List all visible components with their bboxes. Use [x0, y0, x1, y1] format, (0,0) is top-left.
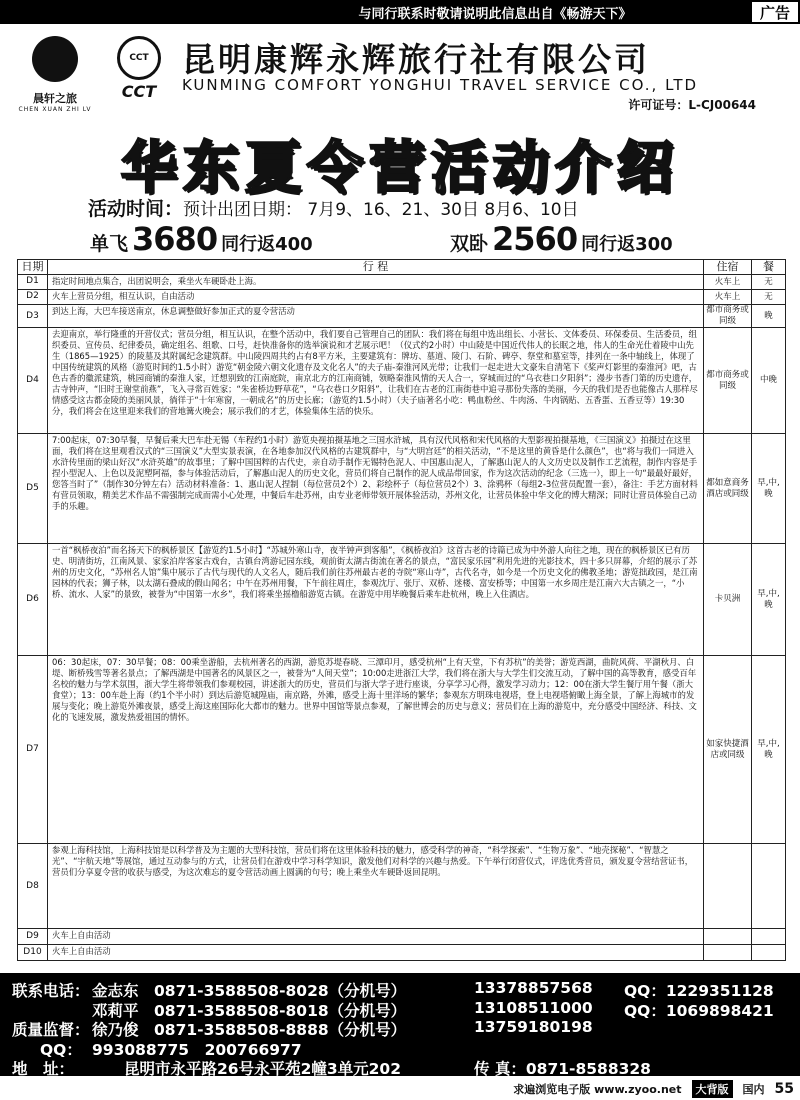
stay-cell	[704, 929, 752, 945]
stay-cell: 如家快捷酒店或同级	[704, 656, 752, 844]
single-price: 3680	[132, 220, 218, 258]
company-name-cn: 昆明康辉永辉旅行社有限公司	[182, 40, 650, 79]
fax-text: 传 真：0871-8588328	[474, 1060, 651, 1078]
edition-badge: 大背版	[692, 1080, 733, 1098]
contact-qq-2: QQ：1069898421	[624, 1001, 774, 1020]
price-row	[90, 220, 790, 256]
day-cell: D6	[18, 544, 48, 656]
contact-tel-2: 0871-3588508-8018（分机号）	[154, 1001, 407, 1020]
day-cell: D1	[18, 275, 48, 290]
contact-name-2: 邓莉平	[92, 1001, 139, 1020]
meal-cell: 无	[752, 275, 786, 290]
logo-caption-en: CHEN XUAN ZHI LV	[18, 106, 92, 113]
traveler-logo-icon	[32, 36, 78, 82]
meal-cell: 早,中,晚	[752, 656, 786, 844]
day-cell: D7	[18, 656, 48, 844]
itinerary-cell: 火车上自由活动	[48, 929, 704, 945]
day-cell: D3	[18, 305, 48, 328]
chenxuan-logo	[18, 32, 92, 116]
meal-cell	[752, 945, 786, 961]
contact-footer	[0, 973, 800, 1076]
itinerary-cell: 火车上营员分组，相互认识，自由活动	[48, 290, 704, 305]
contact-mobile-2: 13108511000	[474, 998, 593, 1017]
contact-mobile-1: 13378857568	[474, 979, 593, 997]
page-title: 华东夏令营活动介绍	[121, 135, 679, 201]
contact-mobile-3: 13759180198	[474, 1018, 593, 1036]
double-price: 2560	[492, 220, 578, 258]
table-row	[18, 929, 786, 945]
contact-tel-3: 0871-3588508-8888（分机号）	[154, 1021, 407, 1039]
itinerary-cell: 指定时间地点集合，出团说明会，乘坐火车硬卧赴上海。	[48, 275, 704, 290]
table-row	[18, 656, 786, 844]
table-row	[18, 434, 786, 544]
stay-cell: 火车上	[704, 290, 752, 305]
itinerary-cell: 去迎南京，举行隆重的开营仪式；营员分组，相互认识，在整个活动中，我们要自己管理自己的团队：我们将在每组中选出组长、小营长、文体委员、环保委员、生活委员，组织委员、宣传员、纪律委员，确定组名、组歌、口号，赶快准备你的选举演说和才艺展示吧！（仪式约2小时）中山陵是中国近代伟人的长眠之地，伟人的生命光仕着陵中山先生（1865—1925）的陵墓及其附属纪念建筑群。中山陵四周共约占有8平方米，主要建筑有：牌坊、墓道、陵门、石阶、碑亭、祭堂和墓室等，排列在一条中轴线上，体现了中国传统建筑的风格（游览时间约1.5小时）游览“朝金陵六朝文化遗存及文化名人”的夫子庙-秦淮河风光带；让我们一起走进大文豪朱自清笔下《桨声灯影里的秦淮河》吧，古色古香的徽派建筑，桃园商铺的秦淮人家，迁想别致的江南庭院，南京北方的江南商铺，领略秦淮风情的天人合一，穿城而过的“乌衣巷口夕阳斜”；漫步书香门第的历史遗存，古寺钟声，“旧时王谢堂前燕”，飞入寻常百姓家；“朱雀桥边野草花”，“乌衣巷口夕阳斜”，让我们在古老的江南街巷中追寻那份失落的美丽，今天的我们是否也能像古人那样尽情感受这古都金陵的美丽风景，徜徉于“十年寒窗，一朝成名”的历史长廊；（游览约1.5小时）（夫子庙著名小吃：鸭血粉丝、牛肉汤、牛肉锅贴、五香蛋、五香豆等）19:30分，我们将会在这里迎来我们的营地篝火晚会；展示我们的才艺，体验集体生活的快乐。	[48, 328, 704, 434]
double-sleeper-price	[450, 220, 673, 258]
day-cell: D8	[18, 844, 48, 929]
day-cell: D10	[18, 945, 48, 961]
address-label: 地 址：	[12, 1060, 75, 1078]
itinerary-cell: 06：30起床，07：30早餐；08：00乘坐游船，去杭州著名的西湖，游览苏堤春晓、三潭印月，感受杭州“上有天堂，下有苏杭”的美誉；游览西湖，曲院风荷、平湖秋月、白堤、断桥残雪等著名景点；了解西湖是中国著名的风景区之一，被誉为“人间天堂”；10:00走进浙江大学，我们将在浙大与大学生们交流互动，了解中国的高等教育，感受百年名校的魅力与学术氛围，浙大学生将带领我们参观校园，讲述浙大的历史，营员们与浙大学子进行座谈，分享学习心得，激发学习动力；12：00在浙大学生餐厅用午餐（浙大食堂）；13：00车赴上海（约1个半小时）到达后游览城隍庙，南京路，外滩，感受上海十里洋场的繁华；参观东方明珠电视塔，登上电视塔俯瞰上海全景，了解上海城市的发展与变化；晚上游览外滩夜景，感受上海这座国际化大都市的魅力。世界中国馆等景点参观，了解世博会的历史与意义；营员们在上海的游览中，充分感受中国经济、科技、文化的飞速发展，激发热爱祖国的情怀。	[48, 656, 704, 844]
qq-label: QQ：	[40, 1040, 82, 1059]
meal-cell	[752, 844, 786, 929]
meal-cell: 晚	[752, 305, 786, 328]
contact-name-1: 金志东	[92, 982, 139, 1000]
header-stay: 住宿	[704, 260, 752, 275]
contact-tel-1: 0871-3588508-8028（分机号）	[154, 982, 407, 1000]
single-rebate: 同行返400	[221, 234, 313, 255]
ad-label: 广告	[750, 0, 800, 24]
double-label: 双卧	[450, 233, 489, 255]
qq-numbers: 993088775 200766977	[92, 1040, 302, 1059]
schedule-label: 活动时间：	[88, 198, 184, 220]
meal-cell	[752, 929, 786, 945]
itinerary-cell: 火车上自由活动	[48, 945, 704, 961]
contact-qq-1: QQ：1229351128	[624, 982, 774, 1000]
top-notice-bar	[0, 0, 800, 24]
header-day: 日期	[18, 260, 48, 275]
stay-cell	[704, 844, 752, 929]
stay-cell: 火车上	[704, 275, 752, 290]
meal-cell: 早,中,晚	[752, 434, 786, 544]
contact-row-4	[12, 1038, 800, 1058]
table-row	[18, 305, 786, 328]
stay-cell: 都市商务或同级	[704, 328, 752, 434]
single-flight-price	[90, 220, 313, 258]
itinerary-table	[17, 259, 786, 961]
meal-cell: 无	[752, 290, 786, 305]
itinerary-cell: 参观上海科技馆，上海科技馆是以科学普及为主题的大型科技馆，营员们将在这里体验科技的魅力，感受科学的神奇，“科学探索”、“生物万象”、“地壳探秘”、“智慧之光”、“宇航天地”等展馆，通过互动参与的方式，让营员们在游戏中学习科学知识，激发他们对科学的兴趣与热爱。下午举行闭营仪式，评选优秀营员，颁发夏令营结营证书，营员们分享夏令营的收获与感受，为这次难忘的夏令营活动画上圆满的句号；晚上乘坐火车硬卧返回昆明。	[48, 844, 704, 929]
table-row	[18, 844, 786, 929]
company-header	[0, 26, 800, 120]
section-label: 国内	[742, 1083, 765, 1096]
contact-row-2	[12, 999, 800, 1019]
cct-text: CCT	[121, 82, 157, 101]
company-name-en: KUNMING COMFORT YONGHUI TRAVEL SERVICE CO., LTD	[182, 76, 699, 94]
table-header-row	[18, 260, 786, 275]
contact-row-1	[12, 979, 800, 999]
table-row	[18, 945, 786, 961]
address-text: 昆明市永平路26号永平苑2幢3单元202	[124, 1060, 401, 1078]
site-link[interactable]: 求遍浏览电子版 www.zyoo.net	[513, 1083, 682, 1096]
itinerary-cell: 到达上海，大巴车接送南京，休息调整做好参加正式的夏令营活动	[48, 305, 704, 328]
day-cell: D9	[18, 929, 48, 945]
page-number: 55	[774, 1081, 794, 1097]
double-rebate: 同行返300	[581, 234, 673, 255]
itinerary-cell: 一首“枫桥夜泊”而名扬天下的枫桥景区【游览约1.5小时】“苏城外寒山寺，夜半钟声到客船”，《枫桥夜泊》这首古老的诗篇已成为中外游人向往之地，现在的枫桥景区已有历史、明清街坊，江南风景、家家泊岸客家古戏台，古镇台湾游记园东线，观前街太湖古街流在著名的景点，“富民家乐园”利用先进的光影技术，四十多只屏幕，介绍的展示了苏州的历史文化，“苏州名人馆”集中展示了古代与现代的人文名人，随后我们前往苏州最古老的寺院“寒山寺”，古代名寺，如今是一个历史文化的佛教圣地；游览拙政园，是江南园林的代表；狮子林，以太湖石叠成的假山闻名；中午在苏州用餐，下午前往周庄，参观沈厅、张厅、双桥、迷楼、富安桥等；中国第一水乡周庄是江南六大古镇之一，“小桥、流水、人家”的景致，被誉为“中国第一水乡”，我们将乘坐摇橹船游览古镇。在游览中用毕晚餐后乘车赴杭州，晚上入住酒店。	[48, 544, 704, 656]
meal-cell: 中晚	[752, 328, 786, 434]
schedule-line	[88, 194, 579, 221]
meal-cell: 早,中,晚	[752, 544, 786, 656]
single-label: 单飞	[90, 233, 129, 255]
license-number: 许可证号：L-CJ00644	[628, 98, 756, 112]
cct-flower-icon: CCT	[117, 36, 161, 80]
day-cell: D4	[18, 328, 48, 434]
table-row	[18, 544, 786, 656]
stay-cell: 卡贝洲	[704, 544, 752, 656]
header-itinerary: 行 程	[48, 260, 704, 275]
table-row	[18, 275, 786, 290]
phone-label: 联系电话：	[12, 982, 90, 1000]
table-row	[18, 290, 786, 305]
logo-caption-cn: 晨轩之旅	[33, 92, 77, 105]
stay-cell: 都市商务或同级	[704, 305, 752, 328]
contact-name-3: 徐乃俊	[92, 1021, 139, 1039]
schedule-dates: 预计出团日期： 7月9、16、21、30日 8月6、10日	[183, 200, 579, 220]
page-footer	[0, 1078, 800, 1100]
stay-cell	[704, 945, 752, 961]
header-meal: 餐	[752, 260, 786, 275]
day-cell: D2	[18, 290, 48, 305]
itinerary-cell: 7:00起床，07:30早餐，早餐后乘大巴车赴无锡（车程约1小时）游览央视拍摄基地之三国水浒城，具有汉代风格和宋代风格的大型影视拍摄基地，《三国演义》拍摄过在这里面，我们将在这里观看汉式的“三国演义”大型实景表演，在各地参加汉代风格的古建筑群中，与“大明宫廷”的相关活动，“不是这里的黄昏是什么颜色”，也“将与我们一同进入水浒传里面的梁山好汉“水浒英雄”的故事里；了解中国国粹的古代史，亲自动手制作无锡特色泥人、中国惠山泥人，了解惠山泥人的人文历史以及制作工艺流程，制作内容是手捏小型泥人、上色以及泥塑阿福，参与体验活动后，了解惠山泥人的历史文化，营员们将自己制作的泥人成品带回家，作为这次活动的纪念（三选一），即上一句“最最好最好，您答当时了”（制作30分钟左右）活动材料准备：1、惠山泥人捏制（每位营员2个）2、彩绘杯子（每位营员2个）3、涂鸦杯（每组2-3位营员配置一套），备注：手艺方面材料有营员领取，精美艺术作品不需强制完成而需小心处理，中餐后车赴苏州，由专业老师带领开展体验活动，苏州文化，让营员体验中华文化的博大精深；同时让营员体验自己动手的乐趣。	[48, 434, 704, 544]
contact-row-5	[12, 1057, 800, 1077]
cct-logo	[108, 36, 170, 106]
contact-row-3	[12, 1018, 800, 1038]
stay-cell: 都如意商务酒店或同级	[704, 434, 752, 544]
table-row	[18, 328, 786, 434]
source-notice: 与同行联系时敬请说明此信息出自《畅游天下》	[358, 6, 632, 22]
quality-label: 质量监督：	[12, 1021, 90, 1039]
day-cell: D5	[18, 434, 48, 544]
